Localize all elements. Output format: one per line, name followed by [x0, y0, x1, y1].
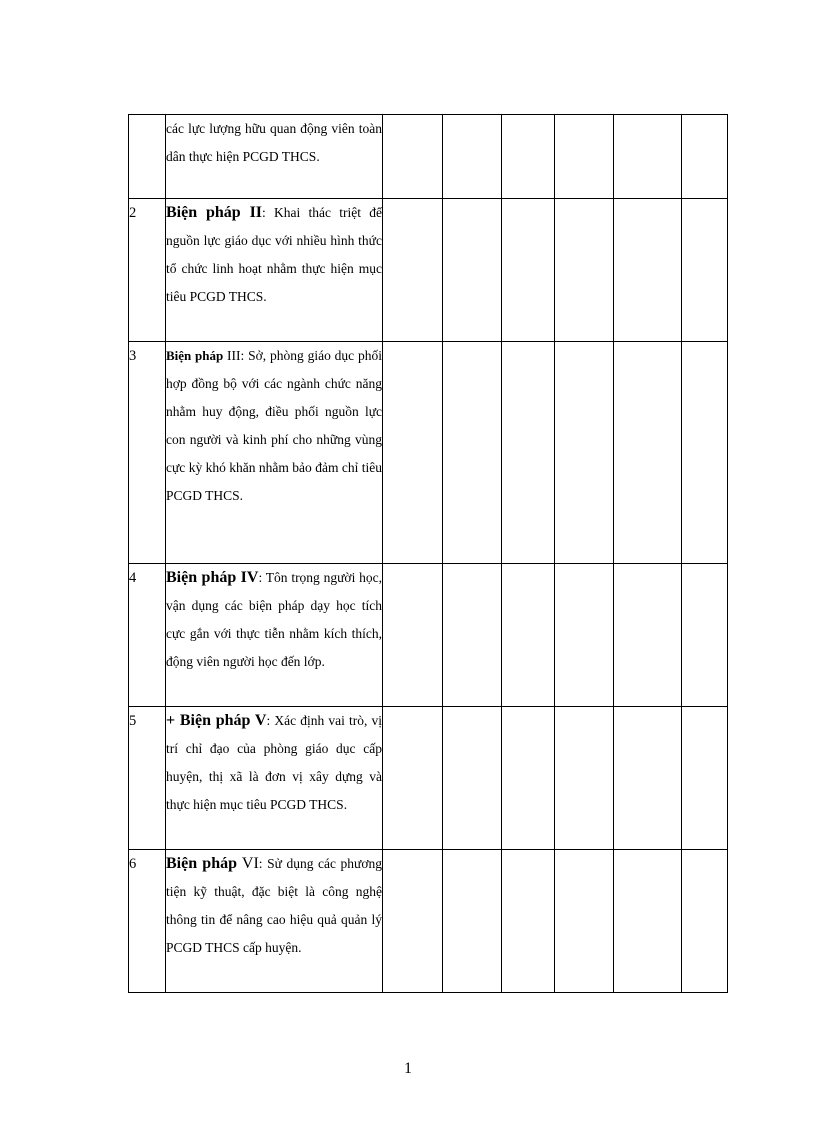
rating-cell — [502, 342, 555, 564]
table-row — [129, 850, 728, 993]
rating-cell — [383, 850, 443, 993]
row-number: 5 — [129, 707, 166, 850]
measure-label-bold: Biện pháp — [166, 855, 237, 872]
rating-cell — [502, 850, 555, 993]
table-row — [129, 199, 728, 342]
rating-cell — [383, 115, 443, 199]
measure-cell — [166, 115, 383, 199]
measure-cell — [166, 850, 383, 993]
rating-cell — [443, 199, 502, 342]
measure-label — [166, 855, 259, 872]
rating-cell — [502, 707, 555, 850]
rating-cell — [555, 342, 614, 564]
table-row — [129, 707, 728, 850]
rating-cell — [682, 707, 728, 850]
rating-cell — [555, 564, 614, 707]
measure-description: : Sử dụng các phương tiện kỹ thuật, đặc biệt là công nghệ thông tin để nâng cao hiệu quả quản lý PCGD THCS cấp huyện. — [166, 856, 383, 955]
rating-cell — [383, 707, 443, 850]
measure-description: : Khai thác triệt để nguồn lực giáo dục với nhiều hình thức tổ chức linh hoạt nhằm thực hiện mục tiêu PCGD THCS. — [166, 205, 383, 304]
measure-label: Biện pháp II — [166, 204, 263, 221]
rating-cell — [383, 342, 443, 564]
rating-cell — [614, 564, 682, 707]
rating-cell — [614, 115, 682, 199]
rating-cell — [555, 115, 614, 199]
rating-cell — [443, 850, 502, 993]
measure-cell — [166, 707, 383, 850]
measure-label: + Biện pháp V — [166, 712, 267, 729]
measures-table — [128, 114, 728, 993]
rating-cell — [682, 199, 728, 342]
measure-label: Biện pháp IV — [166, 569, 259, 586]
measure-description: : Xác định vai trò, vị trí chỉ đạo của phòng giáo dục cấp huyện, thị xã là đơn vị xây dựng và thực hiện mục tiêu PCGD THCS. — [166, 713, 382, 812]
rating-cell — [443, 342, 502, 564]
row-number: 4 — [129, 564, 166, 707]
rating-cell — [555, 707, 614, 850]
measure-cell — [166, 199, 383, 342]
rating-cell — [443, 115, 502, 199]
rating-cell — [502, 199, 555, 342]
rating-cell — [443, 564, 502, 707]
measure-label-numeral: VI — [237, 855, 259, 872]
rating-cell — [614, 199, 682, 342]
measure-label: Biện pháp — [166, 348, 224, 363]
measure-description: III: Sở, phòng giáo dục phối hợp đồng bộ với các ngành chức năng nhằm huy động, điều phối nguồn lực con người và kinh phí cho những vùng cực kỳ khó khăn nhằm bảo đảm chỉ tiêu PCGD THCS. — [166, 348, 382, 503]
rating-cell — [682, 342, 728, 564]
rating-cell — [614, 342, 682, 564]
rating-cell — [614, 707, 682, 850]
measure-cell — [166, 342, 383, 564]
measure-description: các lực lượng hữu quan động viên toàn dân thực hiện PCGD THCS. — [166, 121, 382, 164]
measure-description: : Tôn trọng người học, vận dụng các biện pháp dạy học tích cực gắn với thực tiễn nhằm kích thích, động viên người học đến lớp. — [166, 570, 382, 669]
table-row — [129, 342, 728, 564]
rating-cell — [383, 199, 443, 342]
rating-cell — [383, 564, 443, 707]
rating-cell — [502, 564, 555, 707]
table-row — [129, 115, 728, 199]
row-number: 2 — [129, 199, 166, 342]
rating-cell — [614, 850, 682, 993]
rating-cell — [682, 115, 728, 199]
rating-cell — [682, 850, 728, 993]
rating-cell — [682, 564, 728, 707]
rating-cell — [502, 115, 555, 199]
rating-cell — [555, 850, 614, 993]
rating-cell — [555, 199, 614, 342]
page-number: 1 — [404, 1060, 412, 1077]
rating-cell — [443, 707, 502, 850]
row-number — [129, 115, 166, 199]
measure-cell — [166, 564, 383, 707]
row-number: 6 — [129, 850, 166, 993]
table-row — [129, 564, 728, 707]
row-number: 3 — [129, 342, 166, 564]
